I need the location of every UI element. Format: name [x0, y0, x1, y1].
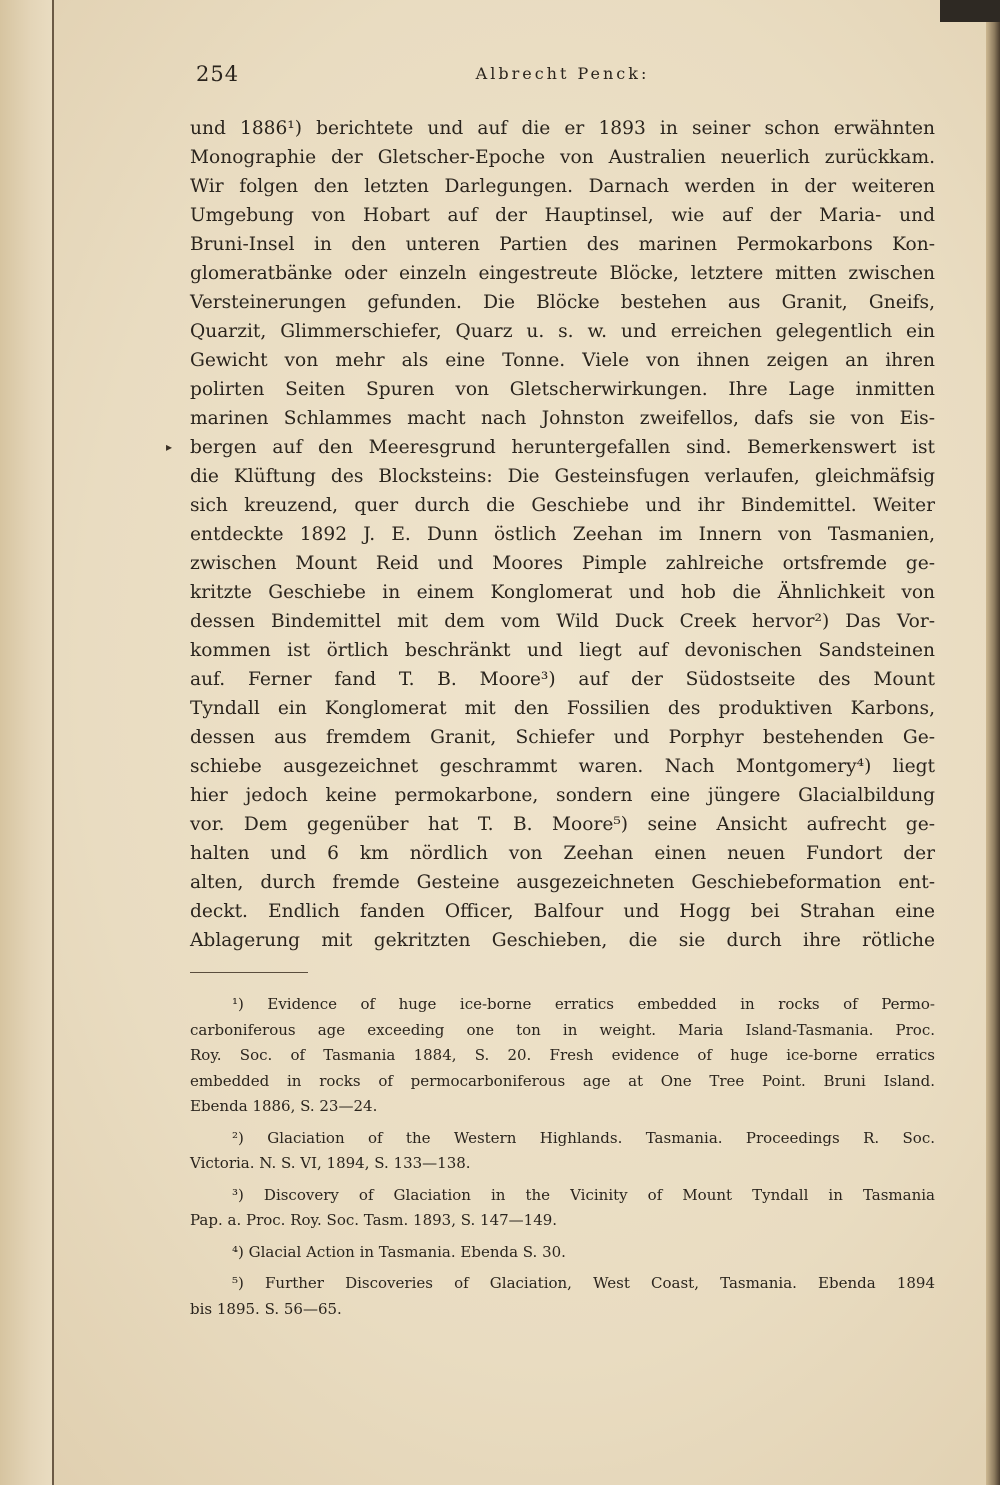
footnote-1	[190, 992, 935, 1120]
text-line: polirten Seiten Spuren von Gletscherwirkungen. Ihre Lage inmitten	[190, 379, 935, 400]
footnote-line: Ebenda 1886, S. 23—24.	[190, 1097, 378, 1115]
footnote-line: ³) Discovery of Glaciation in the Vicinity of Mount Tyndall in Tasmania	[232, 1185, 935, 1204]
page-header	[190, 62, 935, 92]
text-line: Bruni-Insel in den unteren Partien des marinen Permokarbons Kon-	[190, 234, 935, 255]
text-line: Versteinerungen gefunden. Die Blöcke bestehen aus Granit, Gneifs,	[190, 292, 935, 313]
footnote-line: carboniferous age exceeding one ton in weight. Maria Island-Tasmania. Proc.	[190, 1020, 935, 1039]
footnote-3	[190, 1183, 935, 1234]
page-edge-shadow	[986, 0, 1000, 1485]
text-line: dessen aus fremdem Granit, Schiefer und Porphyr bestehenden Ge-	[190, 727, 935, 748]
corner-tab	[940, 0, 1000, 22]
footnote-5	[190, 1271, 935, 1322]
binding-edge	[52, 0, 54, 1485]
text-line: Gewicht von mehr als eine Tonne. Viele von ihnen zeigen an ihren	[190, 350, 935, 371]
footnote-line: ²) Glaciation of the Western Highlands. Tasmania. Proceedings R. Soc.	[232, 1128, 935, 1147]
text-line: Monographie der Gletscher-Epoche von Australien neuerlich zurückkam.	[190, 147, 935, 168]
text-line: schiebe ausgezeichnet geschrammt waren. Nach Montgomery⁴) liegt	[190, 756, 935, 777]
footnote-2	[190, 1126, 935, 1177]
footnote-line: Pap. a. Proc. Roy. Soc. Tasm. 1893, S. 147—149.	[190, 1211, 558, 1229]
footnote-line: Roy. Soc. of Tasmania 1884, S. 20. Fresh evidence of huge ice-borne erratics	[190, 1046, 935, 1064]
text-line: auf. Ferner fand T. B. Moore³) auf der Südostseite des Mount	[190, 669, 935, 690]
running-head: Albrecht Penck:	[475, 64, 650, 83]
text-line: Wir folgen den letzten Darlegungen. Darnach werden in der weiteren	[190, 176, 935, 197]
footnotes	[190, 992, 935, 1322]
footnote-4	[190, 1240, 935, 1266]
page-binding	[0, 0, 52, 1485]
footnote-line: ¹) Evidence of huge ice-borne erratics embedded in rocks of Permo-	[232, 995, 935, 1013]
text-line: glomeratbänke oder einzeln eingestreute Blöcke, letztere mitten zwischen	[190, 263, 935, 284]
footnote-line: embedded in rocks of permocarboniferous age at One Tree Point. Bruni Island.	[190, 1071, 935, 1090]
text-line: Tyndall ein Konglomerat mit den Fossilien des produktiven Karbons,	[190, 698, 935, 719]
footnote-line: bis 1895. S. 56—65.	[190, 1299, 342, 1318]
footnote-line: ⁴) Glacial Action in Tasmania. Ebenda S. 30.	[232, 1242, 566, 1261]
text-line: Quarzit, Glimmerschiefer, Quarz u. s. w. und erreichen gelegentlich ein	[190, 321, 935, 342]
body-text	[190, 114, 935, 955]
text-line: kommen ist örtlich beschränkt und liegt auf devonischen Sandsteinen	[190, 640, 935, 661]
text-line: entdeckte 1892 J. E. Dunn östlich Zeehan im Innern von Tasmanien,	[190, 524, 935, 545]
text-line: zwischen Mount Reid und Moores Pimple zahlreiche ortsfremde ge-	[190, 553, 935, 574]
text-line: Ablagerung mit gekritzten Geschieben, die sie durch ihre rötliche	[190, 930, 935, 951]
text-line: deckt. Endlich fanden Officer, Balfour und Hogg bei Strahan eine	[190, 901, 935, 922]
text-line: sich kreuzend, quer durch die Geschiebe und ihr Bindemittel. Weiter	[190, 495, 935, 516]
text-line: marinen Schlammes macht nach Johnston zweifellos, dafs sie von Eis-	[190, 408, 935, 429]
text-line: halten und 6 km nördlich von Zeehan einen neuen Fundort der	[190, 843, 935, 864]
text-line: vor. Dem gegenüber hat T. B. Moore⁵) seine Ansicht aufrecht ge-	[190, 814, 935, 835]
text-line: bergen auf den Meeresgrund heruntergefallen sind. Bemerkenswert ist	[190, 437, 935, 458]
text-line: hier jedoch keine permokarbone, sondern eine jüngere Glacialbildung	[190, 785, 935, 806]
text-line: kritzte Geschiebe in einem Konglomerat und hob die Ähnlichkeit von	[190, 582, 935, 603]
text-line: und 1886¹) berichtete und auf die er 1893 in seiner schon erwähnten	[190, 118, 935, 139]
footnote-rule	[190, 972, 308, 973]
text-line: alten, durch fremde Gesteine ausgezeichneten Geschiebeformation ent-	[190, 872, 935, 893]
text-line: die Klüftung des Blocksteins: Die Gesteinsfugen verlaufen, gleichmäfsig	[190, 466, 935, 487]
text-line: dessen Bindemittel mit dem vom Wild Duck Creek hervor²) Das Vor-	[190, 611, 935, 632]
footnote-line: Victoria. N. S. VI, 1894, S. 133—138.	[190, 1154, 471, 1172]
page-number: 254	[196, 62, 240, 86]
footnote-line: ⁵) Further Discoveries of Glaciation, West Coast, Tasmania. Ebenda 1894	[232, 1274, 935, 1292]
text-line: Umgebung von Hobart auf der Hauptinsel, wie auf der Maria- und	[190, 205, 935, 226]
margin-mark: ▸	[166, 440, 173, 454]
